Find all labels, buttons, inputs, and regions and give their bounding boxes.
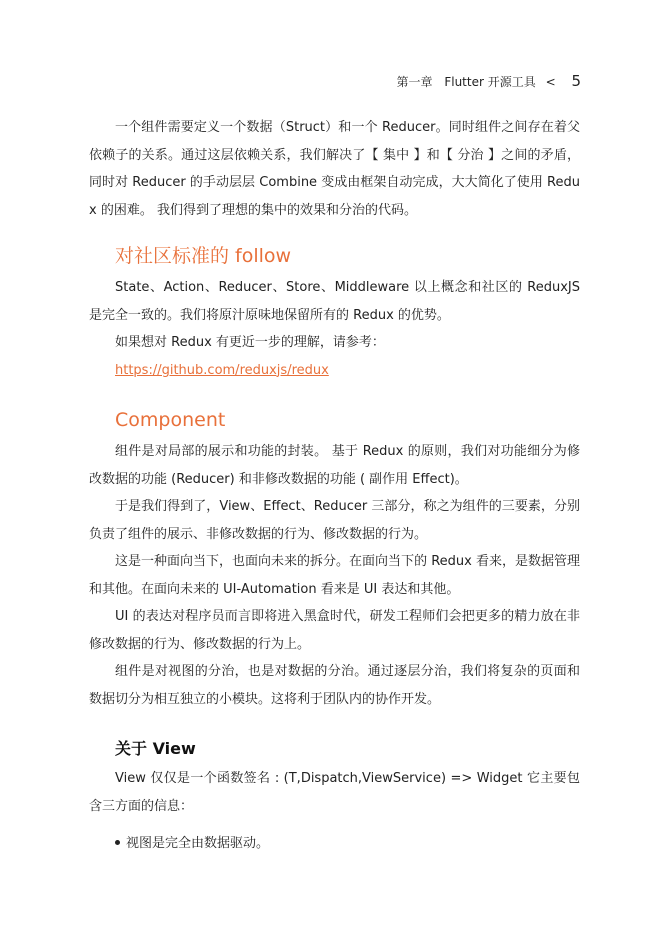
page-number: 5 — [571, 72, 581, 90]
follow-paragraph-1: State、Action、Reducer、Store、Middleware 以上概念和社区的 ReduxJS 是完全一致的。我们将原汁原味地保留所有的 Redux 的优势。 — [89, 280, 580, 323]
follow-paragraph-2: 如果想对 Redux 有更近一步的理解，请参考： — [115, 335, 385, 350]
page-content — [89, 114, 580, 857]
component-paragraph-5: 组件是对视图的分治，也是对数据的分治。通过逐层分治，我们将复杂的页面和数据切分为相互独立的小模块。这将利于团队内的协作开发。 — [89, 664, 580, 707]
list-item — [115, 830, 580, 857]
chapter-label: 第一章 — [396, 75, 433, 89]
bullet-dot-icon — [115, 840, 120, 845]
list-item-text: 视图是完全由数据驱动。 — [126, 836, 270, 851]
section-heading-view: 关于 View — [115, 739, 196, 758]
section-heading-follow: 对社区标准的 follow — [115, 245, 292, 267]
follow-link-line — [89, 357, 580, 385]
intro-paragraph: 一个组件需要定义一个数据（Struct）和一个 Reducer。同时组件之间存在着父依赖子的关系。通过这层依赖关系，我们解决了【 集中 】和【 分治 】之间的矛盾，同时对 Reducer 的手动层层 Combine 变成由框架自动完成，大大简化了使用 Redux 的困难。 我们得到了理想的集中的效果和分治的代码。 — [89, 120, 580, 218]
component-paragraph-1: 组件是对局部的展示和功能的封装。 基于 Redux 的原则，我们对功能细分为修改数据的功能 (Reducer) 和非修改数据的功能 ( 副作用 Effect)。 — [89, 444, 580, 487]
chapter-title: Flutter 开源工具 — [444, 75, 536, 89]
redux-github-link[interactable]: https://github.com/reduxjs/redux — [115, 362, 329, 378]
view-bullet-list — [89, 830, 580, 857]
running-header — [397, 72, 582, 90]
component-paragraph-4: UI 的表达对程序员而言即将进入黑盒时代，研发工程师们会把更多的精力放在非修改数据的行为、修改数据的行为上。 — [89, 609, 580, 652]
component-paragraph-3: 这是一种面向当下，也面向未来的拆分。在面向当下的 Redux 看来，是数据管理和其他。在面向未来的 UI-Automation 看来是 UI 表达和其他。 — [89, 554, 580, 597]
section-heading-component: Component — [115, 409, 226, 431]
view-paragraph-1: View 仅仅是一个函数签名 : (T,Dispatch,ViewService) => Widget 它主要包含三方面的信息： — [89, 771, 580, 814]
component-paragraph-2: 于是我们得到了，View、Effect、Reducer 三部分，称之为组件的三要素，分别负责了组件的展示、非修改数据的行为、修改数据的行为。 — [89, 499, 580, 542]
header-separator: < — [545, 75, 556, 89]
